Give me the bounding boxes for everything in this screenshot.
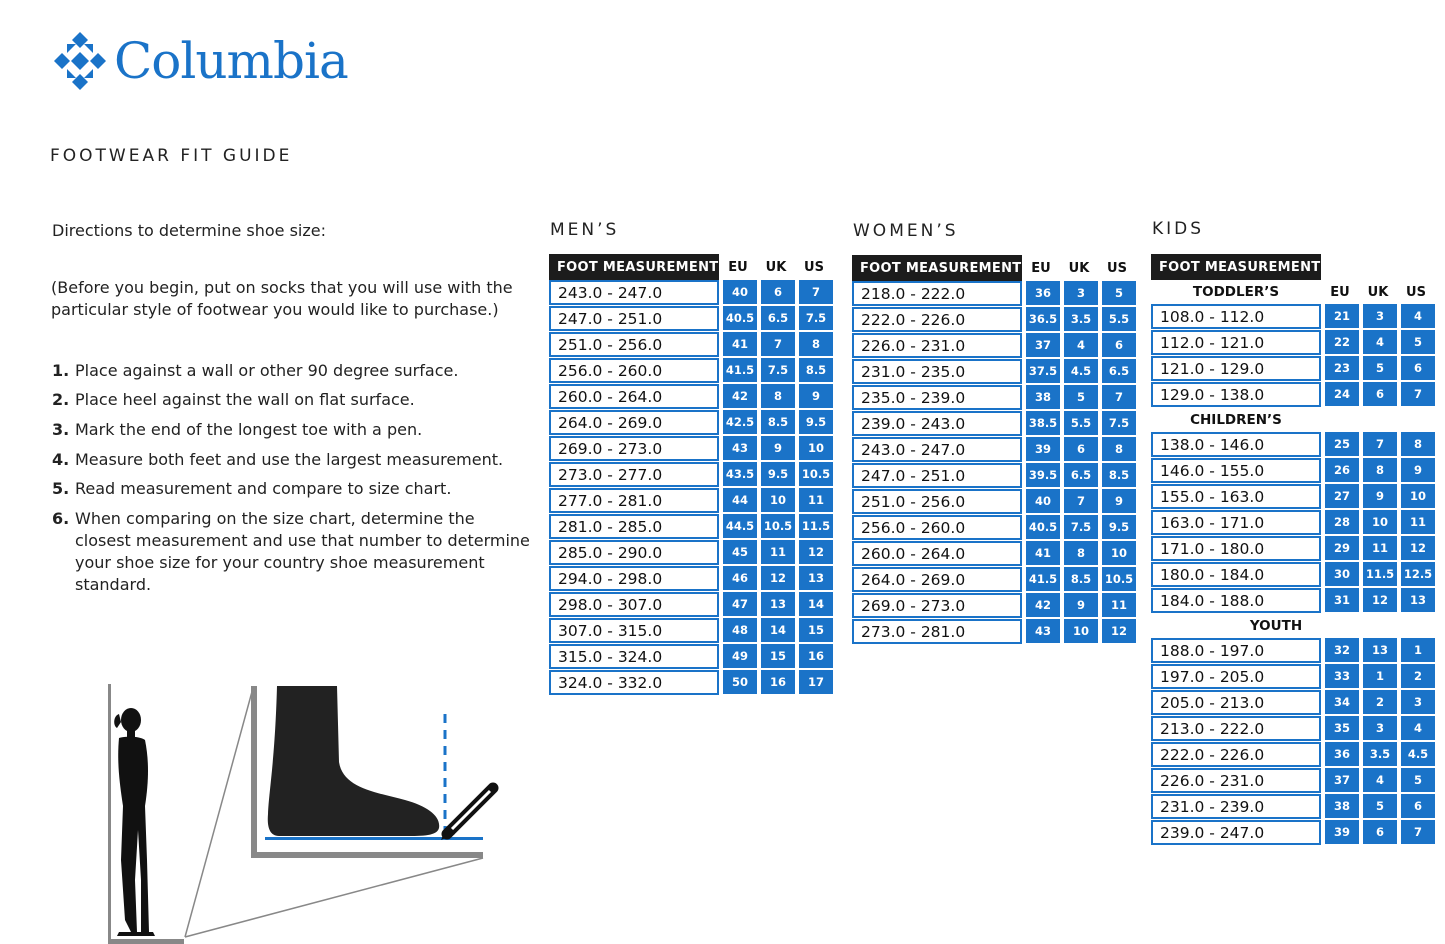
eu-size-cell: 47	[723, 592, 757, 616]
eu-size-cell: 28	[1325, 510, 1359, 534]
table-row	[549, 618, 833, 644]
header-foot-measurement: FOOT MEASUREMENT	[852, 255, 1022, 281]
eu-size-cell: 24	[1325, 382, 1359, 406]
table-row	[852, 437, 1136, 463]
uk-size-cell: 9	[1363, 484, 1397, 508]
foot-measurement-cell: 129.0 - 138.0	[1151, 382, 1321, 407]
table-row	[1151, 742, 1435, 768]
uk-size-cell: 6	[1363, 820, 1397, 844]
foot-measurement-cell: 273.0 - 277.0	[549, 462, 719, 487]
uk-size-cell: 11.5	[1363, 562, 1397, 586]
uk-size-cell: 12	[1363, 588, 1397, 612]
foot-measurement-cell: 112.0 - 121.0	[1151, 330, 1321, 355]
eu-size-cell: 22	[1325, 330, 1359, 354]
header-us: US	[804, 259, 824, 275]
table-header	[852, 255, 1136, 281]
foot-measurement-cell: 264.0 - 269.0	[852, 567, 1022, 592]
table-row	[549, 384, 833, 410]
eu-size-cell: 38	[1325, 794, 1359, 818]
table-row	[1151, 536, 1435, 562]
us-size-cell: 5	[1401, 768, 1435, 792]
us-size-cell: 15	[799, 618, 833, 642]
foot-measurement-cell: 256.0 - 260.0	[549, 358, 719, 383]
us-size-cell: 3	[1401, 690, 1435, 714]
table-row	[1151, 690, 1435, 716]
us-size-cell: 1	[1401, 638, 1435, 662]
foot-measurement-cell: 138.0 - 146.0	[1151, 432, 1321, 457]
foot-measurement-cell: 247.0 - 251.0	[852, 463, 1022, 488]
table-row	[852, 359, 1136, 385]
brand-name: Columbia	[114, 32, 348, 90]
table-row	[852, 281, 1136, 307]
uk-size-cell: 10.5	[761, 514, 795, 538]
us-size-cell: 5	[1401, 330, 1435, 354]
us-size-cell: 6	[1401, 356, 1435, 380]
foot-icon	[268, 686, 439, 836]
foot-measurement-cell: 121.0 - 129.0	[1151, 356, 1321, 381]
foot-measurement-cell: 226.0 - 231.0	[852, 333, 1022, 358]
table-row	[1151, 562, 1435, 588]
foot-measurement-cell: 222.0 - 226.0	[1151, 742, 1321, 767]
foot-measurement-cell: 294.0 - 298.0	[549, 566, 719, 591]
eu-size-cell: 37	[1026, 333, 1060, 357]
step-1: 1. Place against a wall or other 90 degree surface.	[52, 361, 459, 380]
uk-size-cell: 5	[1363, 356, 1397, 380]
us-size-cell: 10	[1102, 541, 1136, 565]
table-row	[549, 436, 833, 462]
eu-size-cell: 45	[723, 540, 757, 564]
group-label: CHILDREN’S	[1190, 412, 1282, 428]
us-size-cell: 7	[799, 280, 833, 304]
directions-heading: Directions to determine shoe size:	[52, 221, 326, 240]
us-size-cell: 12	[1102, 619, 1136, 643]
us-size-cell: 7	[1401, 820, 1435, 844]
foot-measurement-cell: 222.0 - 226.0	[852, 307, 1022, 332]
childrens-subheader	[1151, 408, 1435, 432]
us-size-cell: 13	[799, 566, 833, 590]
header-eu: EU	[1031, 260, 1051, 276]
foot-measurement-cell: 324.0 - 332.0	[549, 670, 719, 695]
foot-measurement-cell: 231.0 - 235.0	[852, 359, 1022, 384]
foot-measurement-cell: 298.0 - 307.0	[549, 592, 719, 617]
header-uk: UK	[1367, 284, 1389, 300]
uk-size-cell: 5	[1363, 794, 1397, 818]
eu-size-cell: 31	[1325, 588, 1359, 612]
table-row	[852, 489, 1136, 515]
eu-size-cell: 36	[1325, 742, 1359, 766]
foot-measurement-cell: 188.0 - 197.0	[1151, 638, 1321, 663]
foot-measurement-cell: 264.0 - 269.0	[549, 410, 719, 435]
table-row	[549, 644, 833, 670]
table-header	[549, 254, 833, 280]
us-size-cell: 17	[799, 670, 833, 694]
youth-subheader	[1151, 614, 1435, 638]
person-silhouette-icon	[114, 708, 155, 936]
eu-size-cell: 40	[723, 280, 757, 304]
eu-size-cell: 42	[723, 384, 757, 408]
eu-size-cell: 25	[1325, 432, 1359, 456]
foot-measurement-illustration	[105, 680, 505, 944]
eu-size-cell: 37.5	[1026, 359, 1060, 383]
eu-size-cell: 38	[1026, 385, 1060, 409]
group-label: YOUTH	[1249, 618, 1303, 634]
eu-size-cell: 39	[1026, 437, 1060, 461]
table-row	[1151, 820, 1435, 846]
uk-size-cell: 10	[761, 488, 795, 512]
table-row	[1151, 588, 1435, 614]
eu-size-cell: 40	[1026, 489, 1060, 513]
foot-measurement-cell: 260.0 - 264.0	[852, 541, 1022, 566]
eu-size-cell: 21	[1325, 304, 1359, 328]
eu-size-cell: 44	[723, 488, 757, 512]
eu-size-cell: 23	[1325, 356, 1359, 380]
foot-measurement-cell: 273.0 - 281.0	[852, 619, 1022, 644]
us-size-cell: 9.5	[799, 410, 833, 434]
us-size-cell: 7.5	[799, 306, 833, 330]
eu-size-cell: 32	[1325, 638, 1359, 662]
us-size-cell: 7.5	[1102, 411, 1136, 435]
us-size-cell: 5	[1102, 281, 1136, 305]
table-row	[1151, 458, 1435, 484]
uk-size-cell: 3	[1064, 281, 1098, 305]
table-row	[549, 488, 833, 514]
foot-measurement-cell: 163.0 - 171.0	[1151, 510, 1321, 535]
us-size-cell: 8	[799, 332, 833, 356]
uk-size-cell: 14	[761, 618, 795, 642]
eu-size-cell: 35	[1325, 716, 1359, 740]
us-size-cell: 6	[1102, 333, 1136, 357]
foot-measurement-cell: 155.0 - 163.0	[1151, 484, 1321, 509]
eu-size-cell: 36.5	[1026, 307, 1060, 331]
us-size-cell: 7	[1401, 382, 1435, 406]
uk-size-cell: 5	[1064, 385, 1098, 409]
header-us: US	[1107, 260, 1127, 276]
header-foot-measurement: FOOT MEASUREMENT	[1151, 254, 1321, 280]
table-row	[549, 462, 833, 488]
eu-size-cell: 41	[1026, 541, 1060, 565]
foot-measurement-cell: 205.0 - 213.0	[1151, 690, 1321, 715]
us-size-cell: 6.5	[1102, 359, 1136, 383]
us-size-cell: 12	[1401, 536, 1435, 560]
table-row	[549, 306, 833, 332]
us-size-cell: 9.5	[1102, 515, 1136, 539]
header-uk: UK	[765, 259, 787, 275]
eu-size-cell: 38.5	[1026, 411, 1060, 435]
uk-size-cell: 4	[1363, 768, 1397, 792]
kids-title: KIDS	[1152, 219, 1205, 239]
uk-size-cell: 3.5	[1064, 307, 1098, 331]
us-size-cell: 4.5	[1401, 742, 1435, 766]
foot-measurement-cell: 285.0 - 290.0	[549, 540, 719, 565]
step-5: 5. Read measurement and compare to size chart.	[52, 479, 452, 498]
foot-measurement-cell: 256.0 - 260.0	[852, 515, 1022, 540]
uk-size-cell: 9	[761, 436, 795, 460]
eu-size-cell: 42.5	[723, 410, 757, 434]
table-row	[852, 411, 1136, 437]
us-size-cell: 10	[799, 436, 833, 460]
foot-measurement-cell: 239.0 - 247.0	[1151, 820, 1321, 845]
uk-size-cell: 6	[761, 280, 795, 304]
foot-measurement-cell: 269.0 - 273.0	[549, 436, 719, 461]
eu-size-cell: 39.5	[1026, 463, 1060, 487]
us-size-cell: 11	[1401, 510, 1435, 534]
eu-size-cell: 46	[723, 566, 757, 590]
uk-size-cell: 4	[1064, 333, 1098, 357]
page-title: FOOTWEAR FIT GUIDE	[50, 146, 293, 166]
uk-size-cell: 9	[1064, 593, 1098, 617]
us-size-cell: 8	[1401, 432, 1435, 456]
foot-measurement-cell: 108.0 - 112.0	[1151, 304, 1321, 329]
us-size-cell: 9	[799, 384, 833, 408]
eu-size-cell: 43	[723, 436, 757, 460]
header-uk: UK	[1068, 260, 1090, 276]
us-size-cell: 2	[1401, 664, 1435, 688]
table-row	[852, 307, 1136, 333]
foot-measurement-cell: 218.0 - 222.0	[852, 281, 1022, 306]
foot-measurement-cell: 251.0 - 256.0	[852, 489, 1022, 514]
eu-size-cell: 27	[1325, 484, 1359, 508]
step-4: 4. Measure both feet and use the largest measurement.	[52, 450, 504, 469]
table-row	[852, 541, 1136, 567]
eu-size-cell: 37	[1325, 768, 1359, 792]
eu-size-cell: 33	[1325, 664, 1359, 688]
us-size-cell: 11	[799, 488, 833, 512]
eu-size-cell: 44.5	[723, 514, 757, 538]
eu-size-cell: 40.5	[723, 306, 757, 330]
eu-size-cell: 43.5	[723, 462, 757, 486]
brand-logo	[50, 30, 348, 92]
us-size-cell: 14	[799, 592, 833, 616]
eu-size-cell: 36	[1026, 281, 1060, 305]
eu-size-cell: 41.5	[723, 358, 757, 382]
uk-size-cell: 10	[1064, 619, 1098, 643]
table-row	[549, 358, 833, 384]
eu-size-cell: 34	[1325, 690, 1359, 714]
uk-size-cell: 8.5	[1064, 567, 1098, 591]
foot-measurement-cell: 247.0 - 251.0	[549, 306, 719, 331]
table-row	[549, 592, 833, 618]
group-label: TODDLER’S	[1192, 284, 1280, 300]
header-foot-measurement: FOOT MEASUREMENT	[549, 254, 719, 280]
us-size-cell: 10.5	[1102, 567, 1136, 591]
foot-measurement-cell: 180.0 - 184.0	[1151, 562, 1321, 587]
us-size-cell: 8.5	[1102, 463, 1136, 487]
table-row	[852, 593, 1136, 619]
uk-size-cell: 8	[761, 384, 795, 408]
step-6: 6. When comparing on the size chart, determine the closest measurement and use that number to determine your shoe size for your country shoe measurement standard.	[52, 509, 530, 594]
table-row	[852, 385, 1136, 411]
us-size-cell: 10	[1401, 484, 1435, 508]
foot-measurement-cell: 197.0 - 205.0	[1151, 664, 1321, 689]
uk-size-cell: 8	[1064, 541, 1098, 565]
uk-size-cell: 7	[761, 332, 795, 356]
uk-size-cell: 3	[1363, 304, 1397, 328]
uk-size-cell: 7.5	[761, 358, 795, 382]
us-size-cell: 7	[1102, 385, 1136, 409]
uk-size-cell: 6.5	[761, 306, 795, 330]
table-row	[1151, 768, 1435, 794]
mens-title: MEN’S	[550, 220, 620, 240]
foot-measurement-cell: 281.0 - 285.0	[549, 514, 719, 539]
step-2: 2. Place heel against the wall on flat surface.	[52, 390, 415, 409]
table-row	[549, 410, 833, 436]
step-3: 3. Mark the end of the longest toe with a pen.	[52, 420, 423, 439]
uk-size-cell: 3	[1363, 716, 1397, 740]
eu-size-cell: 26	[1325, 458, 1359, 482]
uk-size-cell: 5.5	[1064, 411, 1098, 435]
columbia-diamond-icon	[50, 30, 110, 92]
us-size-cell: 4	[1401, 304, 1435, 328]
foot-measurement-cell: 243.0 - 247.0	[852, 437, 1022, 462]
eu-size-cell: 50	[723, 670, 757, 694]
table-row	[1151, 484, 1435, 510]
table-row	[1151, 638, 1435, 664]
uk-size-cell: 11	[761, 540, 795, 564]
table-row	[852, 567, 1136, 593]
eu-size-cell: 41	[723, 332, 757, 356]
foot-measurement-cell: 184.0 - 188.0	[1151, 588, 1321, 613]
us-size-cell: 8	[1102, 437, 1136, 461]
uk-size-cell: 6	[1363, 382, 1397, 406]
table-row	[852, 463, 1136, 489]
womens-title: WOMEN’S	[853, 221, 959, 241]
us-size-cell: 12	[799, 540, 833, 564]
eu-size-cell: 42	[1026, 593, 1060, 617]
foot-measurement-cell: 171.0 - 180.0	[1151, 536, 1321, 561]
header-eu: EU	[1330, 284, 1350, 300]
us-size-cell: 16	[799, 644, 833, 668]
us-size-cell: 11	[1102, 593, 1136, 617]
us-size-cell: 9	[1102, 489, 1136, 513]
uk-size-cell: 7	[1064, 489, 1098, 513]
us-size-cell: 11.5	[799, 514, 833, 538]
table-row	[549, 514, 833, 540]
mens-size-table	[549, 254, 833, 696]
table-row	[549, 280, 833, 306]
eu-size-cell: 40.5	[1026, 515, 1060, 539]
eu-size-cell: 43	[1026, 619, 1060, 643]
table-row	[1151, 382, 1435, 408]
table-row	[549, 540, 833, 566]
womens-size-table	[852, 255, 1136, 645]
uk-size-cell: 1	[1363, 664, 1397, 688]
us-size-cell: 6	[1401, 794, 1435, 818]
foot-measurement-cell: 315.0 - 324.0	[549, 644, 719, 669]
foot-measurement-cell: 277.0 - 281.0	[549, 488, 719, 513]
eu-size-cell: 30	[1325, 562, 1359, 586]
uk-size-cell: 4.5	[1064, 359, 1098, 383]
table-row	[1151, 664, 1435, 690]
uk-size-cell: 12	[761, 566, 795, 590]
foot-measurement-cell: 243.0 - 247.0	[549, 280, 719, 305]
uk-size-cell: 4	[1363, 330, 1397, 354]
uk-size-cell: 2	[1363, 690, 1397, 714]
foot-measurement-cell: 239.0 - 243.0	[852, 411, 1022, 436]
foot-measurement-cell: 307.0 - 315.0	[549, 618, 719, 643]
table-row	[1151, 330, 1435, 356]
table-row	[1151, 304, 1435, 330]
us-size-cell: 5.5	[1102, 307, 1136, 331]
table-row	[1151, 510, 1435, 536]
eu-size-cell: 41.5	[1026, 567, 1060, 591]
kids-size-table	[1151, 254, 1435, 846]
uk-size-cell: 3.5	[1363, 742, 1397, 766]
foot-measurement-cell: 235.0 - 239.0	[852, 385, 1022, 410]
table-row	[852, 515, 1136, 541]
foot-measurement-cell: 146.0 - 155.0	[1151, 458, 1321, 483]
before-note: (Before you begin, put on socks that you will use with the particular style of footwear you would like to purchase.)	[51, 278, 513, 319]
us-size-cell: 4	[1401, 716, 1435, 740]
table-row	[1151, 356, 1435, 382]
eu-size-cell: 29	[1325, 536, 1359, 560]
eu-size-cell: 39	[1325, 820, 1359, 844]
pen-icon	[441, 788, 493, 840]
header-eu: EU	[728, 259, 748, 275]
uk-size-cell: 15	[761, 644, 795, 668]
uk-size-cell: 8	[1363, 458, 1397, 482]
table-row	[1151, 432, 1435, 458]
uk-size-cell: 11	[1363, 536, 1397, 560]
table-row	[1151, 716, 1435, 742]
table-row	[1151, 794, 1435, 820]
foot-measurement-cell: 226.0 - 231.0	[1151, 768, 1321, 793]
us-size-cell: 12.5	[1401, 562, 1435, 586]
uk-size-cell: 13	[761, 592, 795, 616]
foot-measurement-cell: 231.0 - 239.0	[1151, 794, 1321, 819]
table-row	[549, 566, 833, 592]
table-row	[852, 619, 1136, 645]
table-row	[549, 332, 833, 358]
foot-measurement-cell: 251.0 - 256.0	[549, 332, 719, 357]
uk-size-cell: 9.5	[761, 462, 795, 486]
uk-size-cell: 6.5	[1064, 463, 1098, 487]
us-size-cell: 13	[1401, 588, 1435, 612]
toddlers-subheader	[1151, 280, 1435, 304]
uk-size-cell: 6	[1064, 437, 1098, 461]
foot-measurement-cell: 213.0 - 222.0	[1151, 716, 1321, 741]
uk-size-cell: 7.5	[1064, 515, 1098, 539]
eu-size-cell: 49	[723, 644, 757, 668]
header-us: US	[1406, 284, 1426, 300]
foot-measurement-cell: 269.0 - 273.0	[852, 593, 1022, 618]
foot-measurement-cell: 260.0 - 264.0	[549, 384, 719, 409]
us-size-cell: 10.5	[799, 462, 833, 486]
uk-size-cell: 16	[761, 670, 795, 694]
us-size-cell: 8.5	[799, 358, 833, 382]
uk-size-cell: 7	[1363, 432, 1397, 456]
table-row	[852, 333, 1136, 359]
wall-icon	[108, 684, 111, 944]
eu-size-cell: 48	[723, 618, 757, 642]
uk-size-cell: 10	[1363, 510, 1397, 534]
table-header	[1151, 254, 1435, 280]
table-row	[549, 670, 833, 696]
uk-size-cell: 8.5	[761, 410, 795, 434]
direction-steps	[52, 360, 532, 596]
uk-size-cell: 13	[1363, 638, 1397, 662]
us-size-cell: 9	[1401, 458, 1435, 482]
